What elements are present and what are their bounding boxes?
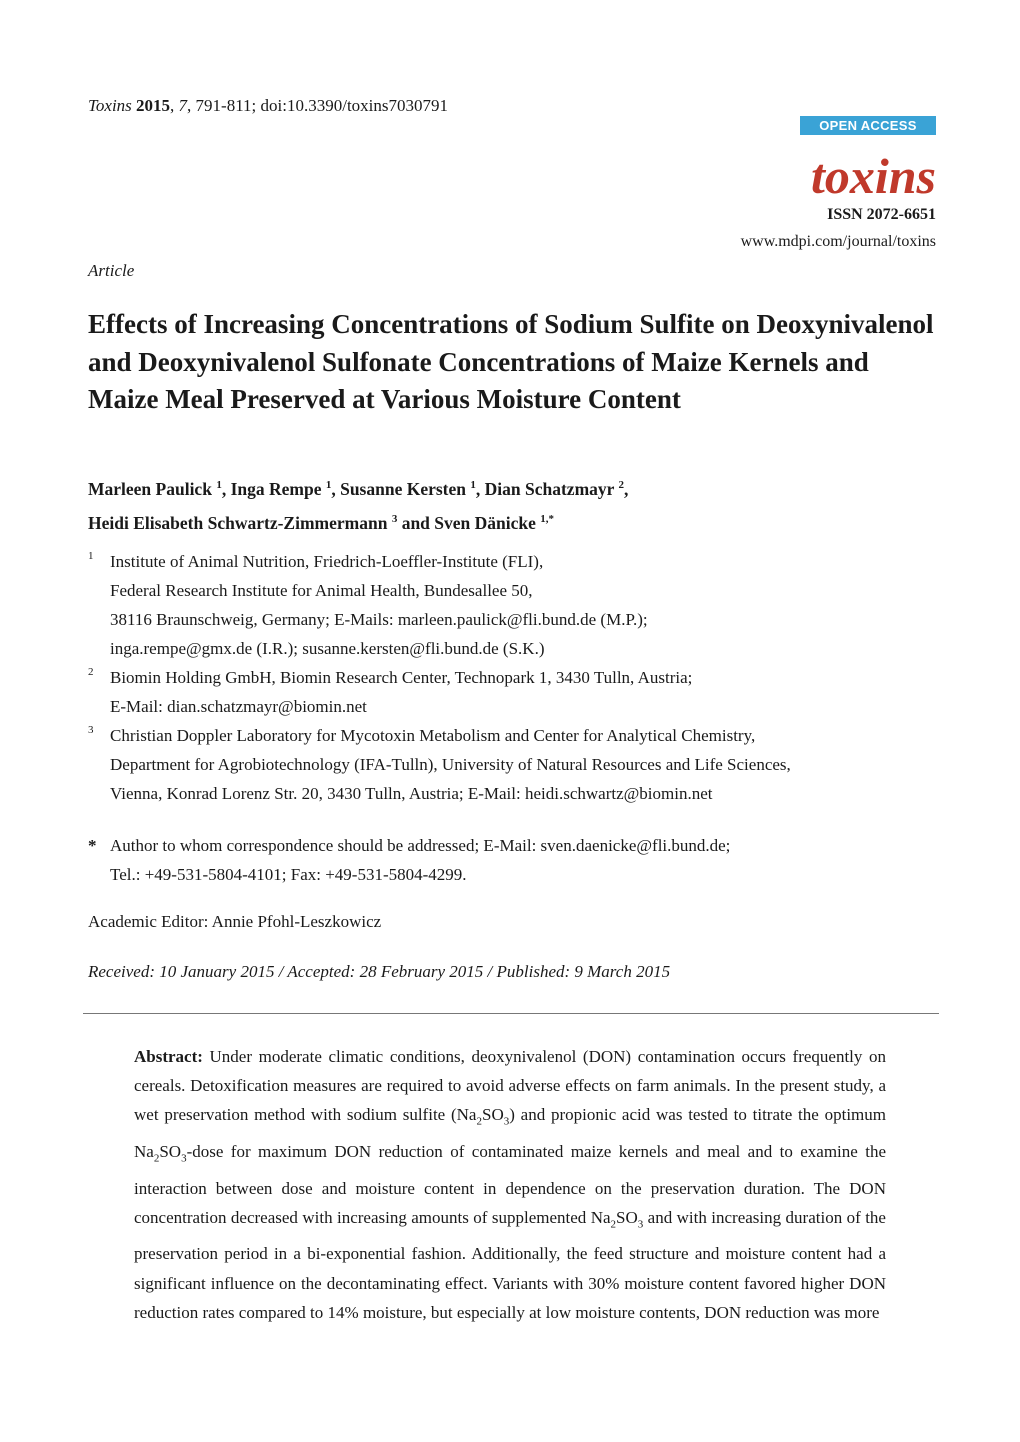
abstract-text: SO bbox=[481, 1105, 504, 1125]
journal-url[interactable]: www.mdpi.com/journal/toxins bbox=[740, 233, 936, 250]
affiliation-line: inga.rempe@gmx.de (I.R.); susanne.kersten@fli.bund.de (S.K.) bbox=[110, 639, 545, 658]
affiliation-number: 1 bbox=[88, 550, 94, 562]
abstract-subscript: 2 bbox=[610, 1218, 617, 1231]
affiliation-number: 3 bbox=[88, 724, 94, 736]
section-divider bbox=[83, 1013, 939, 1014]
author-name: Sven Dänicke bbox=[434, 512, 536, 533]
abstract-text: Under moderate climatic conditions, deoxynivalenol (DON) contamination occurs frequently on cereals. Detoxification measures are required to avoid adverse effects on farm animals. In the present study, a wet preservation method with sodium sulfite (Na bbox=[134, 1047, 886, 1125]
author-affiliation-mark: 1 bbox=[325, 479, 332, 491]
author-name: Dian Schatzmayr bbox=[484, 478, 615, 499]
author-affiliation-mark: 1 bbox=[470, 479, 476, 491]
citation-volume: 7 bbox=[178, 96, 188, 115]
affiliation-line: Department for Agrobiotechnology (IFA-Tulln), University of Natural Resources and Life Sciences, bbox=[110, 755, 791, 774]
correspondence-line: Author to whom correspondence should be addressed; E-Mail: sven.daenicke@fli.bund.de; bbox=[110, 836, 731, 855]
abstract-subscript: 3 bbox=[637, 1218, 644, 1231]
affiliation-line: 38116 Braunschweig, Germany; E-Mails: marleen.paulick@fli.bund.de (M.P.); bbox=[110, 610, 648, 629]
author-affiliation-mark: 1 bbox=[216, 479, 222, 491]
affiliation-line: Christian Doppler Laboratory for Mycotoxin Metabolism and Center for Analytical Chemistry, bbox=[110, 726, 756, 745]
publication-dates: Received: 10 January 2015 / Accepted: 28 February 2015 / Published: 9 March 2015 bbox=[88, 962, 671, 981]
correspondence-line: Tel.: +49-531-5804-4101; Fax: +49-531-5804-4299. bbox=[110, 865, 467, 884]
author-affiliation-mark: 2 bbox=[618, 479, 624, 491]
author-name: Susanne Kersten bbox=[340, 478, 467, 499]
author-name: Marleen Paulick bbox=[88, 478, 212, 499]
affiliation-3 bbox=[88, 721, 948, 808]
abstract-label: Abstract: bbox=[134, 1047, 203, 1066]
citation-line: Toxins 2015, 7, 791-811; doi:10.3390/toxins7030791 bbox=[88, 96, 449, 115]
citation-year: 2015 bbox=[136, 96, 171, 115]
article-title: Effects of Increasing Concentrations of Sodium Sulfite on Deoxynivalenol and Deoxynivalenol Sulfonate Concentrations of Maize Kernels and Maize Meal Preserved at Various Moisture Content bbox=[88, 309, 934, 415]
author-list: Marleen Paulick $^1$, Inga Rempe $^1$, Susanne Kersten $^1$, Dian Schatzmayr $^2$, Heidi Elisabeth Schwartz-Zimmermann $^3$ and Sven Dänicke $^{1,*}$ bbox=[88, 478, 629, 533]
correspondence bbox=[88, 831, 948, 889]
abstract-text: SO bbox=[159, 1142, 182, 1161]
citation-journal: Toxins bbox=[88, 96, 132, 115]
abstract-text: -dose for maximum DON reduction of contaminated maize kernels and meal and to examine the interaction between dose and moisture content in dependence on the preservation duration. The DON concentration decreased with increasing amounts of supplemented Na bbox=[134, 1142, 886, 1227]
affiliation-line: Institute of Animal Nutrition, Friedrich-Loeffler-Institute (FLI), bbox=[110, 552, 544, 571]
abstract bbox=[134, 1042, 886, 1327]
issn: ISSN 2072-6651 bbox=[827, 206, 936, 223]
author-affiliation-mark: 1,* bbox=[540, 512, 555, 525]
affiliation-1 bbox=[88, 547, 948, 663]
abstract-text: and with increasing duration of the preservation period in a bi-exponential fashion. Additionally, the feed structure and moisture content had a significant influence on the decontaminating effect. Variants with 30% moisture content favored higher DON reduction rates compared to 14% moisture, but especially at low moisture contents, DON reduction was more bbox=[134, 1207, 886, 1322]
abstract-subscript: 3 bbox=[503, 1115, 510, 1128]
affiliation-line: Vienna, Konrad Lorenz Str. 20, 3430 Tulln, Austria; E-Mail: heidi.schwartz@biomin.net bbox=[110, 784, 713, 803]
affiliation-line: Biomin Holding GmbH, Biomin Research Center, Technopark 1, 3430 Tulln, Austria; bbox=[110, 668, 693, 687]
open-access-badge: OPEN ACCESS bbox=[800, 116, 936, 135]
citation-doi: , 791-811; doi:10.3390/toxins7030791 bbox=[187, 96, 449, 115]
article-type: Article bbox=[88, 261, 135, 280]
abstract-subscript: 2 bbox=[153, 1152, 160, 1165]
author-name: Heidi Elisabeth Schwartz-Zimmermann bbox=[88, 512, 388, 533]
affiliation-line: E-Mail: dian.schatzmayr@biomin.net bbox=[110, 697, 367, 716]
journal-logo: toxins bbox=[810, 148, 936, 204]
author-name: Inga Rempe bbox=[230, 478, 322, 499]
abstract-subscript: 3 bbox=[181, 1152, 187, 1165]
author-affiliation-mark: 3 bbox=[391, 512, 398, 525]
abstract-text: SO bbox=[616, 1207, 638, 1227]
abstract-text: ) and propionic acid was tested to titrate the optimum Na bbox=[134, 1105, 886, 1161]
academic-editor: Academic Editor: Annie Pfohl-Leszkowicz bbox=[88, 912, 382, 931]
affiliation-2 bbox=[88, 663, 948, 721]
abstract-subscript: 2 bbox=[476, 1115, 482, 1128]
correspondence-star: * bbox=[88, 836, 97, 855]
affiliation-number: 2 bbox=[88, 666, 94, 678]
affiliation-line: Federal Research Institute for Animal Health, Bundesallee 50, bbox=[110, 581, 533, 600]
